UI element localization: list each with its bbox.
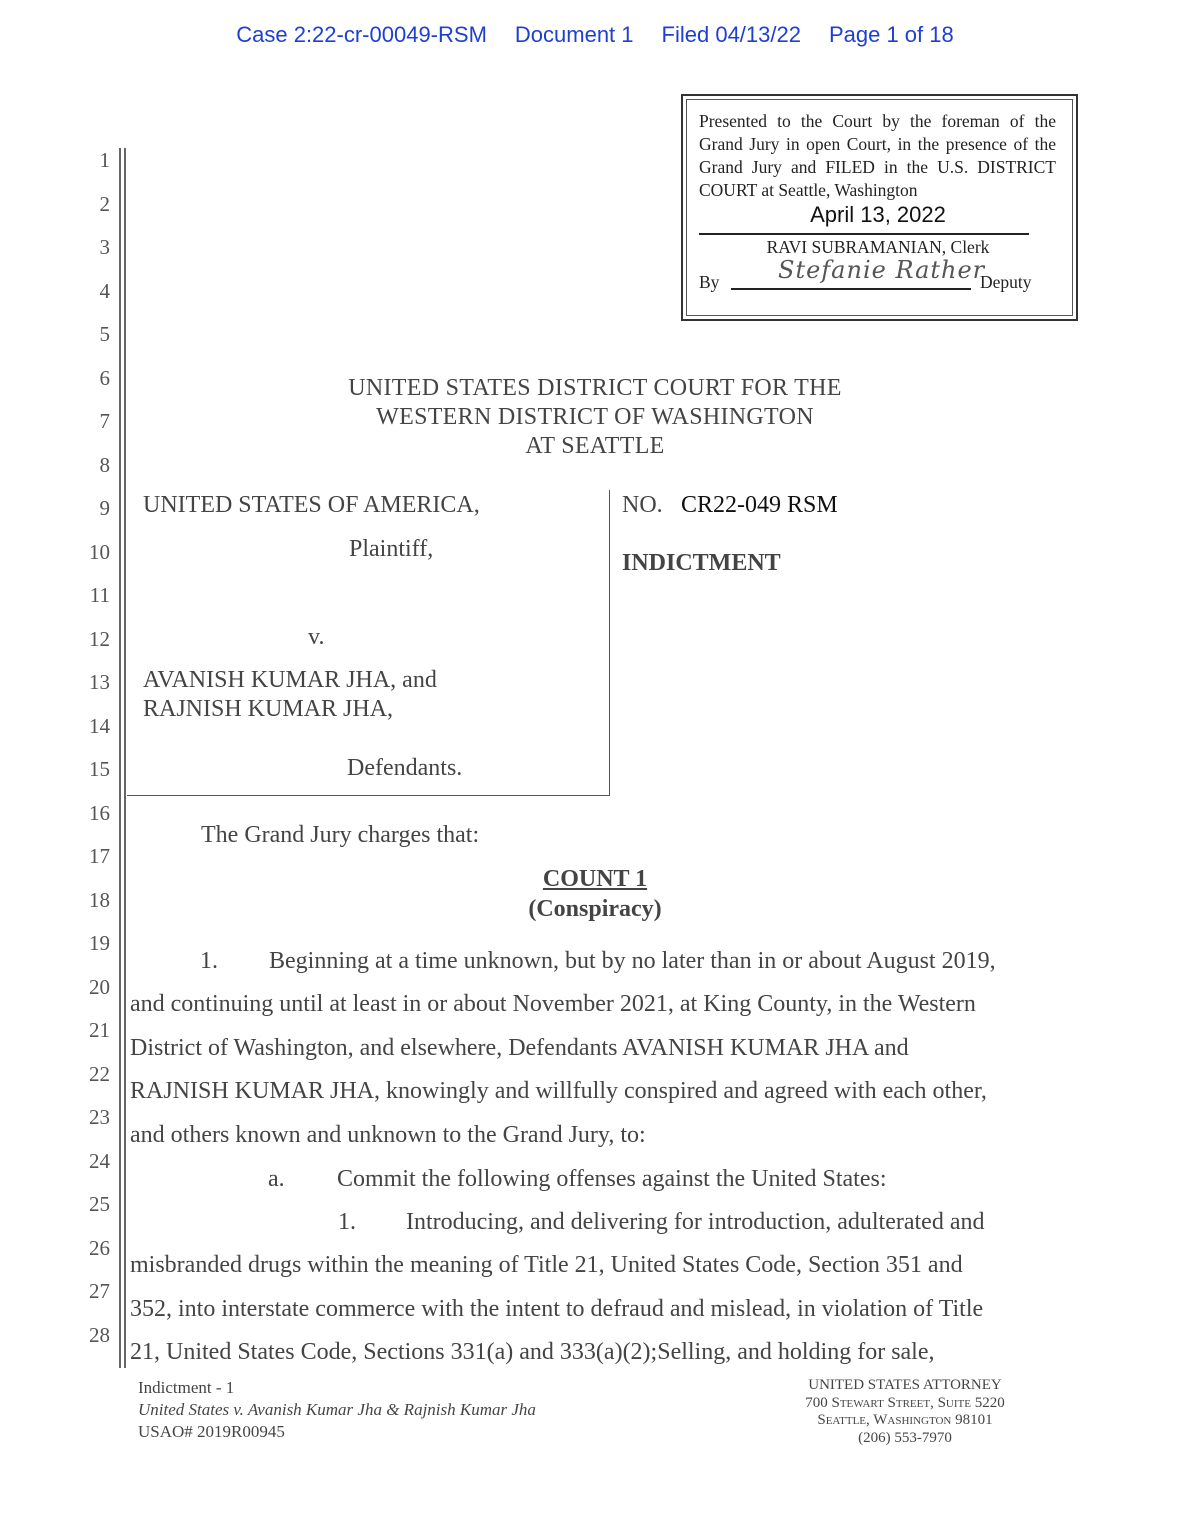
- count-subtitle: (Conspiracy): [528, 896, 662, 922]
- footer-address: 700 Stewart Street, Suite 5220: [805, 1394, 1005, 1411]
- line-number: 8: [99, 452, 110, 477]
- footer-city: Seattle, Washington 98101: [817, 1412, 993, 1428]
- line-number: 5: [99, 322, 110, 346]
- item-1-line-3: 352, into interstate commerce with the intent to defraud and mislead, in violation of Title: [130, 1296, 984, 1322]
- line-number: 10: [89, 539, 110, 564]
- court-line-2: WESTERN DISTRICT OF WASHINGTON: [376, 404, 814, 430]
- paragraph-1-line-4: RAJNISH KUMAR JHA, knowingly and willfully conspired and agreed with each other,: [130, 1078, 987, 1104]
- plaintiff-role: Plaintiff,: [349, 536, 434, 562]
- item-1-label: 1.: [338, 1209, 356, 1235]
- plaintiff-name: UNITED STATES OF AMERICA,: [143, 492, 480, 518]
- paragraph-1-line-1: Beginning at a time unknown, but by no later than in or about August 2019,: [269, 948, 996, 974]
- line-number: 17: [89, 844, 110, 868]
- court-line-1: UNITED STATES DISTRICT COURT FOR THE: [348, 375, 842, 401]
- line-number: 25: [89, 1192, 110, 1216]
- footer-doc-title: Indictment - 1: [138, 1378, 235, 1397]
- line-number: 12: [89, 626, 110, 651]
- caption-bottom-rule: [127, 795, 610, 796]
- line-number: 22: [89, 1061, 110, 1086]
- line-number: 9: [99, 496, 110, 520]
- stamp-deputy-label: Deputy: [980, 272, 1032, 292]
- line-number: 14: [89, 713, 110, 738]
- defendant-role: Defendants.: [347, 755, 463, 781]
- defendant-1: AVANISH KUMAR JHA, and: [143, 667, 437, 693]
- ecf-header: [0, 22, 1190, 48]
- footer-phone: (206) 553-7970: [858, 1429, 952, 1446]
- filed-date: Filed 04/13/22: [661, 22, 801, 47]
- line-number: 3: [99, 235, 110, 259]
- margin-rule-left: [119, 148, 121, 1368]
- page-count: Page 1 of 18: [828, 22, 954, 47]
- footer-attorney-block: [775, 1377, 1035, 1447]
- item-1-line-2: misbranded drugs within the meaning of Title 21, United States Code, Section 351 and: [130, 1252, 963, 1278]
- line-number: 24: [89, 1148, 110, 1173]
- defendant-2: RAJNISH KUMAR JHA,: [143, 696, 394, 722]
- line-number: 11: [89, 583, 110, 607]
- line-number: 19: [89, 931, 110, 955]
- caption-divider: [609, 490, 610, 796]
- filing-stamp: [681, 94, 1078, 321]
- stamp-clerk: RAVI SUBRAMANIAN, Clerk: [766, 237, 990, 257]
- case-number-header: Case 2:22-cr-00049-RSM: [236, 22, 487, 47]
- court-title: [0, 374, 1190, 461]
- footer-case-caption: United States v. Avanish Kumar Jha & Rajnish Kumar Jha: [138, 1400, 536, 1419]
- count-title-text: COUNT 1: [542, 866, 648, 892]
- line-number: 6: [99, 365, 110, 390]
- paragraph-1-line-2: and continuing until at least in or about November 2021, at King County, in the Western: [130, 991, 976, 1017]
- footer-attorney: UNITED STATES ATTORNEY: [808, 1377, 1002, 1393]
- subparagraph-a-text: Commit the following offenses against the United States:: [337, 1166, 887, 1192]
- line-number: 15: [89, 757, 110, 781]
- stamp-date: April 13, 2022: [810, 202, 946, 227]
- line-number: 2: [99, 191, 110, 216]
- stamp-signature-line: [731, 288, 971, 290]
- margin-rule-right: [124, 148, 126, 1368]
- item-1-line-1: Introducing, and delivering for introduction, adulterated and: [406, 1209, 985, 1235]
- line-number: 13: [89, 670, 110, 694]
- line-number: 20: [89, 974, 110, 999]
- line-number: 26: [89, 1235, 110, 1260]
- document-type: INDICTMENT: [622, 550, 781, 576]
- line-number: 18: [89, 887, 110, 912]
- count-title: [0, 866, 1190, 893]
- line-number: 21: [89, 1018, 110, 1042]
- stamp-text: Presented to the Court by the foreman of the Grand Jury in open Court, in the presence of the Grand Jury and FILED in the U.S. DISTRICT COURT at Seattle, Washington: [699, 111, 1056, 200]
- paragraph-1-line-3: District of Washington, and elsewhere, Defendants AVANISH KUMAR JHA and: [130, 1035, 909, 1061]
- paragraph-1-number: 1.: [200, 948, 218, 974]
- stamp-rule: [699, 233, 1029, 235]
- case-number: CR22-049 RSM: [681, 492, 838, 518]
- versus: v.: [308, 624, 325, 650]
- footer-usao-number: USAO# 2019R00945: [138, 1422, 285, 1441]
- line-number: 27: [89, 1279, 110, 1303]
- court-line-3: AT SEATTLE: [525, 433, 665, 459]
- line-number: 28: [89, 1322, 110, 1347]
- line-number: 16: [89, 800, 110, 825]
- item-1-line-4: 21, United States Code, Sections 331(a) and 333(a)(2);Selling, and holding for sale,: [130, 1339, 935, 1365]
- line-number: 4: [99, 278, 110, 303]
- case-no-label: NO.: [622, 492, 663, 518]
- deputy-signature: Stefanie Rather: [778, 256, 986, 284]
- line-number: 7: [99, 409, 110, 433]
- subparagraph-a-label: a.: [268, 1166, 285, 1192]
- stamp-by-label: By: [699, 272, 720, 292]
- line-number: 23: [89, 1105, 110, 1129]
- line-number: 1: [99, 148, 110, 172]
- paragraph-1-line-5: and others known and unknown to the Grand Jury, to:: [130, 1122, 646, 1148]
- grand-jury-intro: The Grand Jury charges that:: [201, 822, 480, 848]
- document-number: Document 1: [514, 22, 634, 47]
